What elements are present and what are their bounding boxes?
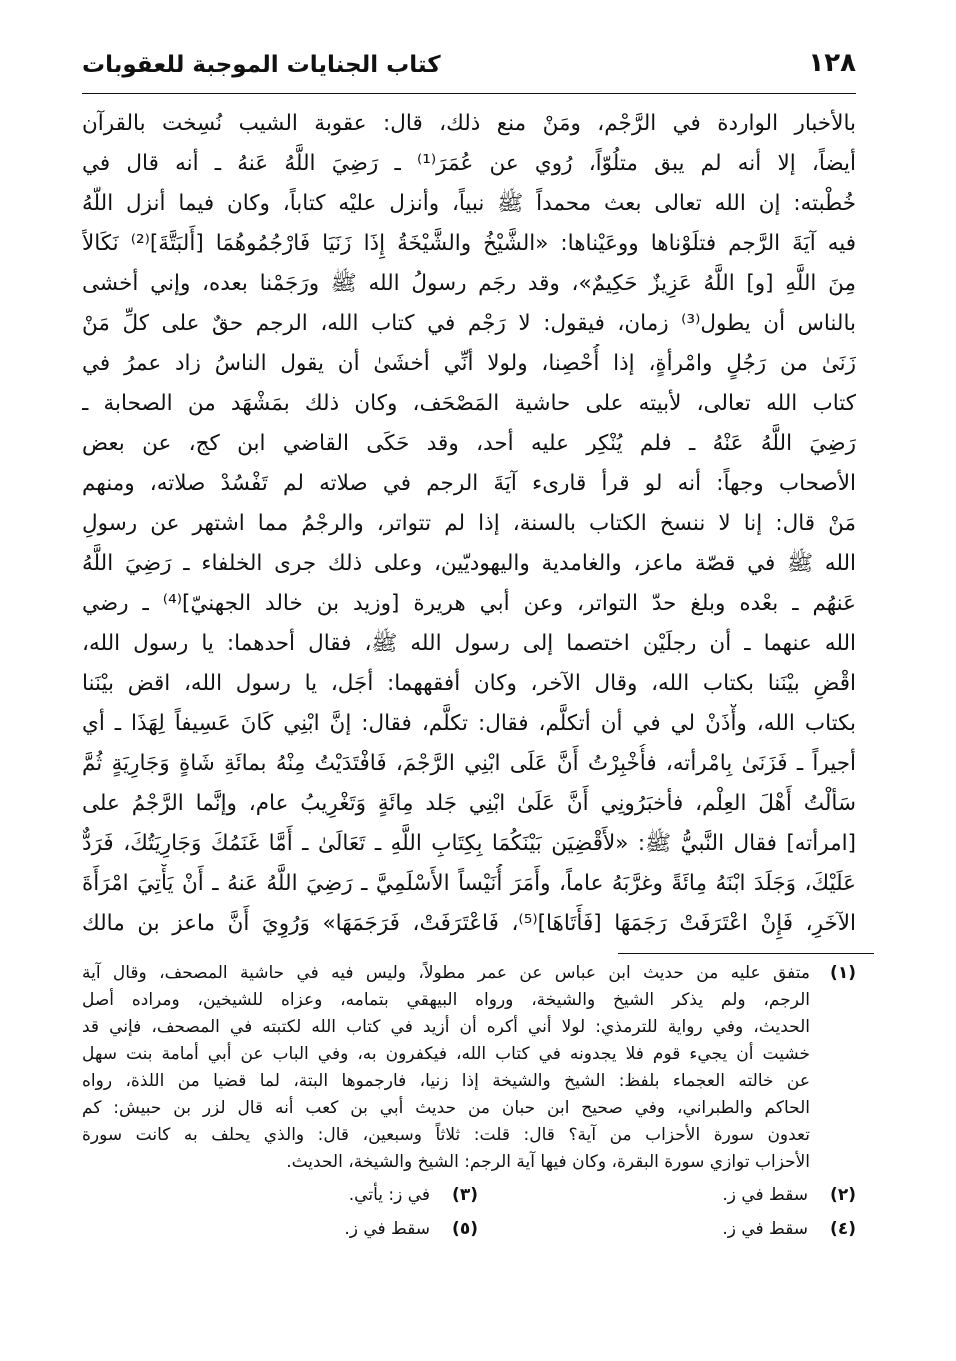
footnote-line: متفق عليه من حديث ابن عباس عن عمر مطولاً، وليس فيه في حاشية المصحف، وقال آية — [82, 963, 810, 983]
text-line: عَلَيْكَ، وَجَلَدَ ابْنَهُ مِائَةً وغرَّبَهُ عاماً، وأَمَرَ أُنَيْساً الأَسْلَمِيَّ ـ رَضِيَ اللَّهُ عَنهُ ـ أَنْ يَأْتِيَ امْرَأَةَ — [82, 871, 856, 896]
footnote-line: الأحزاب توازي سورة البقرة، وكان فيها آية الرجم: الشيخ والشيخة، الحديث. — [286, 1152, 810, 1172]
footnote-line: خشيت أن يجيء قوم فلا يجدونه في كتاب الله، فيكفرون به، وفي الباب عن أبي أمامة بنت سهل — [82, 1044, 810, 1064]
text-line: الله عنهما ـ أن رجلَيْن اختصما إلى رسول الله ﷺ، فقال أحدهما: يا رسول الله، — [82, 631, 856, 656]
footnotes — [82, 960, 856, 1244]
text-line: الله ﷺ في قصّة ماعز، والغامدية واليهوديّين، وعلى ذلك جرى الخلفاء ـ رَضِيَ اللَّهُ — [82, 551, 856, 576]
footnote-5 — [344, 1214, 478, 1244]
text-line: الأصحاب وجهاً: أنه لو قرأ قارىء آيَةَ الرجم في صلاته لم تَفْسُدْ صلاته، ومنهم — [82, 471, 856, 496]
footnote-line: الحاكم والطبراني، وفي صحيح ابن حبان من حديث أبي بن كعب أنه قال لزر بن حبيش: كم — [82, 1098, 810, 1118]
text-line: فيه آيَةَ الرَّجم فتلَوْناها ووعَيْناها: «الشَّيْخُ والشَّيْخَةُ إِذَا زَنَيَا فَارْجُمُوهُمَا [أَلبَتَّةَ]⁽²⁾ نَكَالاً — [82, 231, 856, 256]
text-line: بالناس أن يطول⁽³⁾ زمان، فيقول: لا رَجْم في كتاب الله، الرجم حقٌ على كلِّ مَنْ — [82, 311, 856, 336]
footnote-2 — [722, 1180, 856, 1210]
text-line: [امرأته] فقال النَّبيُّ ﷺ: «لأَقْضِيَن بَيْنَكُمَا بِكِتَابِ اللَّهِ ـ تَعَالَىٰ ـ أَمَّا غَنَمُكَ وَجَارِيَتُكَ، فَرَدٌّ — [82, 831, 856, 856]
main-text — [82, 104, 856, 944]
running-title: كتاب الجنايات الموجبة للعقوبات — [82, 52, 441, 78]
text-line: أجيراً ـ فَزَنَىٰ بِامْرأته، فأُخْبِرْتُ أَنَّ عَلَى ابْنِي الرَّجْمَ، فَافْتَدَيْتُ مِنْهُ بمائَةِ شَاةٍ وَجَارِيَةٍ ثُمَّ — [82, 751, 856, 776]
footnote-row — [82, 1214, 856, 1244]
text-line: مَنْ قال: إنا لا ننسخ الكتاب بالسنة، إذا لم تتواتر، والرجْمُ مما اشتهر عن رسولِ — [82, 511, 856, 536]
footnote-number: (٢) — [830, 1185, 856, 1205]
footnote-line: عن خالته العجماء بلفظ: الشيخ والشيخة إذا زنيا، فارجموها البتة، لما قضيا من اللذة، رواه — [82, 1071, 810, 1091]
footnote-4 — [722, 1214, 856, 1244]
footnote-number: (٥) — [452, 1219, 478, 1239]
text-line: رَضِيَ اللَّهُ عَنْهُ ـ فلم يُنْكِر عليه أحد، وقد حَكَى القاضي ابن كج، عن بعض — [82, 431, 856, 456]
text-line: زَنَىٰ من رَجُلٍ وامْرأةٍ، إذا أُحْصِنا، ولولا أنِّي أخشَىٰ أن يقول الناسُ زاد عمرُ في — [82, 351, 856, 376]
text-line: أيضاً، إلا أنه لم يبق متلُوّاً، رُوي عن عُمَرَ⁽¹⁾ ـ رَضِيَ اللَّهُ عَنهُ ـ أنه قال في — [82, 151, 856, 176]
footnote-separator — [618, 953, 874, 954]
footnote-3 — [349, 1180, 478, 1210]
text-line: اقْضِ بيْنَنا بكتاب الله، وقال الآخر، وكان أفقههما: أجَل، يا رسول الله، اقض بيْنَنا — [82, 671, 856, 696]
footnote-1 — [82, 960, 856, 1176]
text-line: عَنهُم ـ بعْده وبلغ حدّ التواتر، وعن أبي هريرة [وزيد بن خالد الجهنيّ]⁽⁴⁾ ـ رضي — [82, 591, 856, 616]
text-line: مِنَ اللَّهِ [و] اللَّهُ عَزِيزٌ حَكِيمٌ»، وقد رجَم رسولُ الله ﷺ ورَجَمْنا بعده، وإني أخشى — [82, 271, 856, 296]
footnote-text: في ز: يأتي. — [348, 1185, 431, 1205]
text-line: كتاب الله تعالى، لأبيته على حاشية المَصْحَف، وكان ذلك بمَشْهَد من الصحابة ـ — [82, 391, 856, 416]
text-line: بالأخبار الواردة في الرَّجْم، ومَنْ منع ذلك، قال: عقوبة الشيب نُسِخت بالقرآن — [82, 111, 856, 136]
text-line: سَألْتُ أَهْلَ العِلْم، فأخبَرُونِي أَنَّ عَلَىٰ ابْنِي جَلد مِائَةٍ وَتَغْرِيبُ عام، وإنَّما الرَّجْمُ على — [82, 791, 856, 816]
footnote-text: سقط في ز. — [722, 1219, 809, 1239]
footnote-text: سقط في ز. — [344, 1219, 431, 1239]
footnote-line: الحديث، وفي رواية للترمذي: لولا أني أكره أن أزيد في كتاب الله لكتبته في المصحف، فإني قد — [82, 1017, 810, 1037]
footnote-number: (٤) — [830, 1219, 856, 1239]
footnote-row — [82, 1180, 856, 1210]
footnote-number: (١) — [830, 963, 856, 983]
page-number: ١٢٨ — [808, 48, 856, 78]
text-line: خُطْبته: إن الله تعالى بعث محمداً ﷺ نبياً، وأنزل عليْه كتاباً، وكان فيما أنزل اللّهُ — [82, 191, 856, 216]
text-line: بكتاب الله، وأْذَنْ لي في أن أتكلَّم، فقال: تكلَّم، فقال: إنَّ ابْنِي كَانَ عَسِيفاً لِهَذَا ـ أي — [82, 711, 856, 736]
text-line: الآخَرِ، فَإِنْ اعْتَرَفَتْ رَجَمَهَا [فَأَتَاهَا]⁽⁵⁾، فَاعْتَرَفَتْ، فَرَجَمَهَا» وَرُوِيَ أَنَّ ماعز بن مالك — [82, 911, 856, 936]
footnote-line: الرجم، ولم يذكر الشيخ والشيخة، ورواه البيهقي بتمامه، وعزاه للشيخين، ومراده أصل — [82, 990, 810, 1010]
page-header — [82, 46, 856, 94]
footnote-text: سقط في ز. — [722, 1185, 809, 1205]
footnote-line: تعدون سورة الأحزاب من آية؟ قال: قلت: ثلاثاً وسبعين، قال: والذي يحلف به كانت سورة — [82, 1125, 810, 1145]
footnote-number: (٣) — [452, 1185, 478, 1205]
